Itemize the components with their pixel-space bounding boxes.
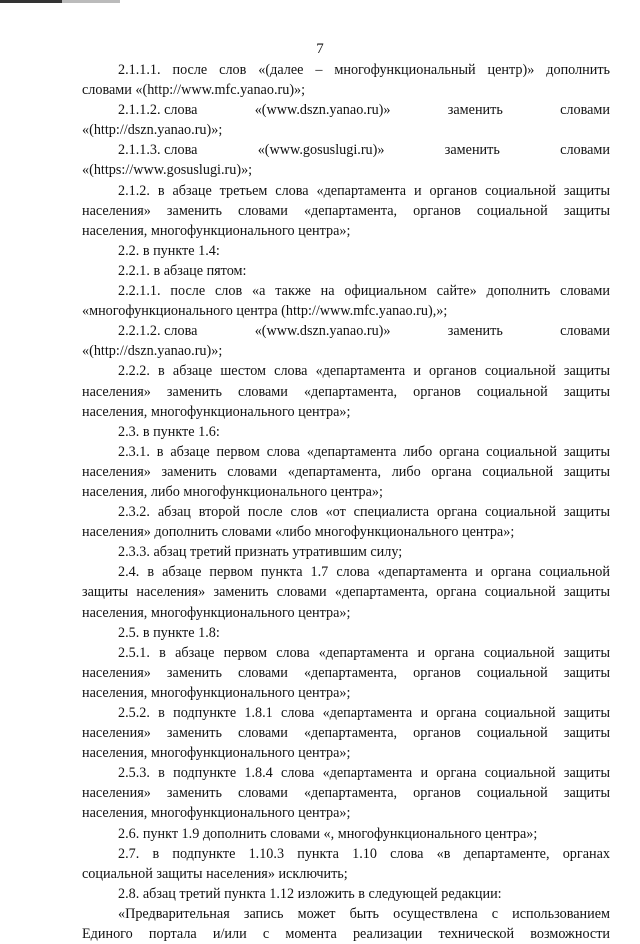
text-line: «(https://www.gosuslugi.ru)»; xyxy=(82,162,253,179)
text-line: населения» заменить словами «департамента, органов социальной защиты xyxy=(82,383,610,400)
line-word: словами xyxy=(560,102,610,119)
line-word: заменить xyxy=(447,102,503,119)
text-line: населения, либо многофункционального центра»; xyxy=(82,483,383,500)
text-line: «(http://dszn.yanao.ru)»; xyxy=(82,122,223,139)
text-line: 2.3.3. абзац третий признать утратившим силу; xyxy=(118,544,403,561)
text-line: населения, многофункционального центра»; xyxy=(82,403,351,420)
text-line: социальной защиты населения» исключить; xyxy=(82,865,348,882)
text-line: 2.8. абзац третий пункта 1.12 изложить в следующей редакции: xyxy=(118,885,502,902)
line-word: «(www.gosuslugi.ru)» xyxy=(257,142,385,159)
text-line: населения, многофункционального центра»; xyxy=(82,222,351,239)
text-line: 2.3. в пункте 1.6: xyxy=(118,423,220,440)
text-line: словами «(http://www.mfc.yanao.ru)»; xyxy=(82,82,306,99)
line-word: «(www.dszn.yanao.ru)» xyxy=(254,102,391,119)
text-line: населения» заменить словами «департамента, органов социальной защиты xyxy=(82,785,610,802)
text-line: защиты населения» заменить словами «департамента, органа социальной защиты xyxy=(82,584,610,601)
line-word: заменить xyxy=(447,323,503,340)
line-word: заменить xyxy=(444,142,500,159)
text-line: 2.5. в пункте 1.8: xyxy=(118,624,220,641)
line-word: словами xyxy=(560,323,610,340)
text-line: населения» заменить словами «департамента, органов социальной защиты xyxy=(82,202,610,219)
text-line: населения, многофункционального центра»; xyxy=(82,604,351,621)
text-line: 2.1.2. в абзаце третьем слова «департамента и органов социальной защиты xyxy=(118,182,610,199)
text-line: населения» дополнить словами «либо многофункционального центра»; xyxy=(82,524,515,541)
scan-edge-mark-light xyxy=(62,0,120,3)
text-line: 2.2. в пункте 1.4: xyxy=(118,242,220,259)
text-line: населения, многофункционального центра»; xyxy=(82,745,351,762)
text-line xyxy=(82,100,610,120)
scan-edge-mark xyxy=(0,0,120,8)
text-line: «(http://dszn.yanao.ru)»; xyxy=(82,343,223,360)
line-word: 2.1.1.3. слова xyxy=(118,142,198,159)
text-line xyxy=(82,140,610,160)
text-line: населения» заменить словами «департамента, органов социальной защиты xyxy=(82,664,610,681)
line-word: словами xyxy=(560,142,610,159)
text-line: 2.1.1.1. после слов «(далее – многофункциональный центр)» дополнить xyxy=(118,62,610,78)
text-line: 2.2.1.1. после слов «а также на официальном сайте» дополнить словами xyxy=(118,283,610,300)
text-line: 2.2.1. в абзаце пятом: xyxy=(118,262,247,279)
text-line: 2.6. пункт 1.9 дополнить словами «, многофункционального центра»; xyxy=(118,825,538,842)
text-line: 2.5.2. в подпункте 1.8.1 слова «департамента и органа социальной защиты xyxy=(118,705,610,721)
text-line: 2.5.3. в подпункте 1.8.4 слова «департамента и органа социальной защиты xyxy=(118,765,610,782)
text-line: населения, многофункционального центра»; xyxy=(82,805,351,822)
text-line xyxy=(82,321,610,341)
text-line: 2.2.2. в абзаце шестом слова «департамента и органов социальной защиты xyxy=(118,363,610,380)
line-word: 2.1.1.2. слова xyxy=(118,102,198,119)
text-line: 2.3.2. абзац второй после слов «от специалиста органа социальной защиты xyxy=(118,504,610,521)
text-line: населения, многофункционального центра»; xyxy=(82,684,351,701)
text-line: 2.7. в подпункте 1.10.3 пункта 1.10 слова «в департаменте, органах xyxy=(118,845,610,862)
document-body xyxy=(82,60,610,944)
text-line: населения» заменить словами «департамента, либо органа социальной защиты xyxy=(82,463,610,480)
line-word: 2.2.1.2. слова xyxy=(118,323,198,340)
text-line: 2.4. в абзаце первом пункта 1.7 слова «департамента и органа социальной xyxy=(118,564,610,581)
text-line: «Предварительная запись может быть осуществлена с использованием xyxy=(118,905,610,922)
text-line: 2.5.1. в абзаце первом слова «департамента и органа социальной защиты xyxy=(118,644,610,661)
scan-edge-mark-dark xyxy=(0,0,62,3)
text-line: «многофункционального центра (http://www.mfc.yanao.ru),»; xyxy=(82,303,448,320)
page-number: 7 xyxy=(316,41,324,57)
line-word: «(www.dszn.yanao.ru)» xyxy=(254,323,391,340)
text-line: 2.3.1. в абзаце первом слова «департамента либо органа социальной защиты xyxy=(118,443,610,460)
text-line: Единого портала и/или с момента реализации технической возможности xyxy=(82,926,610,943)
text-line: населения» заменить словами «департамента, органов социальной защиты xyxy=(82,725,610,742)
